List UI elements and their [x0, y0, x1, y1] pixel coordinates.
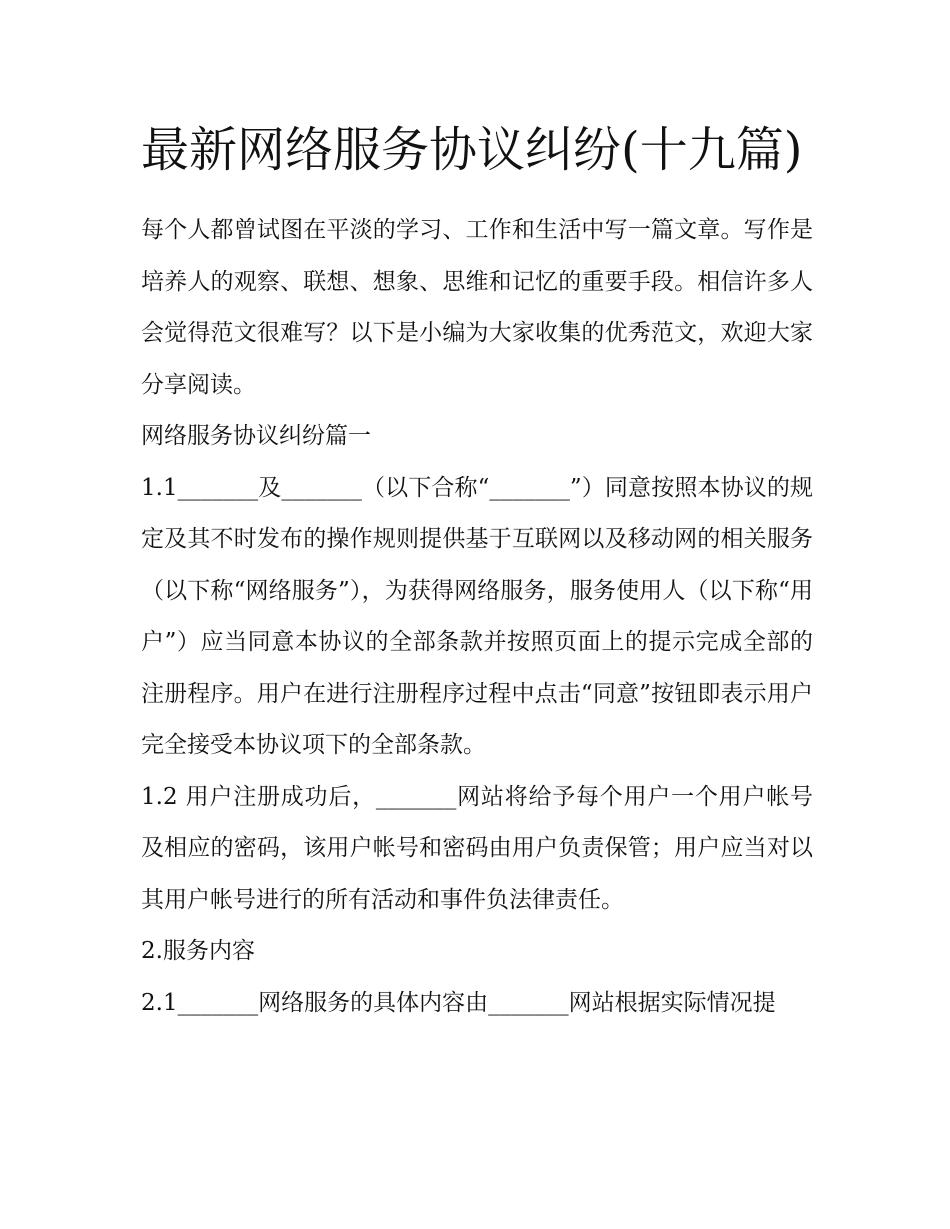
section-heading-service-content: 2.服务内容	[141, 938, 255, 964]
clause-2-1: 2.1_______网络服务的具体内容由_______网站根据实际情况提	[141, 989, 776, 1016]
document-title: 最新网络服务协议纠纷(十九篇)	[141, 122, 803, 178]
section-heading-part-one: 网络服务协议纠纷篇一	[141, 423, 371, 449]
clause-1-2: 1.2 用户注册成功后，_______网站将给予每个用户一个用户帐号及相应的密码，该用户帐号和密码由用户负责保管；用户应当对以其用户帐号进行的所有活动和事件负法律责任。	[141, 783, 813, 913]
intro-paragraph: 每个人都曾试图在平淡的学习、工作和生活中写一篇文章。写作是培养人的观察、联想、想象、思维和记忆的重要手段。相信许多人会觉得范文很难写？以下是小编为大家收集的优秀范文，欢迎大家分享阅读。	[141, 217, 813, 398]
document-page	[141, 112, 813, 1029]
clause-1-1: 1.1_______及_______（以下合称“_______”）同意按照本协议的规定及其不时发布的操作规则提供基于互联网以及移动网的相关服务（以下称“网络服务”），为获得网络服务，服务使用人（以下称“用户”）应当同意本协议的全部条款并按照页面上的提示完成全部的注册程序。用户在进行注册程序过程中点击“同意”按钮即表示用户完全接受本协议项下的全部条款。	[141, 474, 813, 758]
